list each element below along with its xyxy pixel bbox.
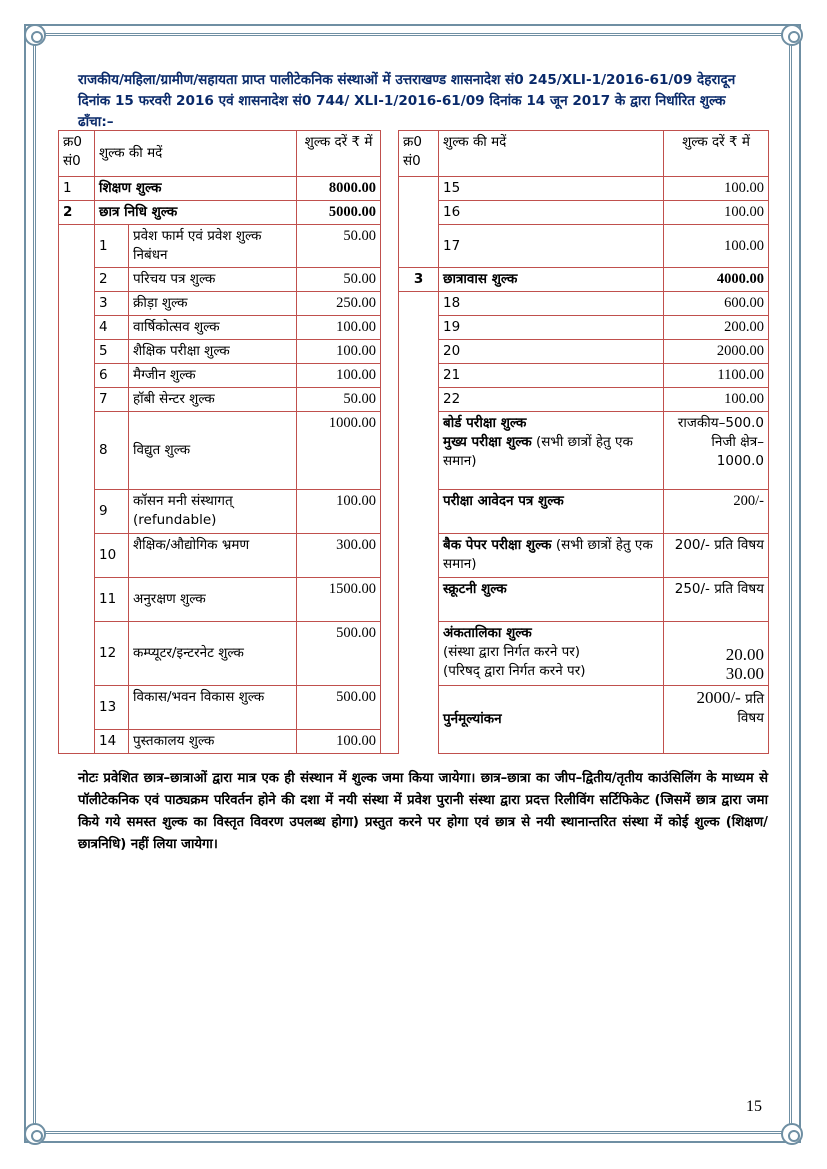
document-heading: राजकीय/महिला/ग्रामीण/सहायता प्राप्त पालीटेकनिक संस्थाओं में उत्तराखण्ड शासनादेश सं0 245/XLI-1/2016-61/09 देहरादून दिनांक 15 फरवरी 2016 एवं शासनादेश सं0 744/ XLI-1/2016-61/09 दिनांक 14 जून 2017 के द्वारा निर्धारित शुल्क ढाँचा:– xyxy=(78,72,736,130)
table-row: 1 शिक्षण शुल्क 8000.00 15 100.00 xyxy=(59,177,769,201)
board-exam-fee-title: बोर्ड परीक्षा शुल्क xyxy=(443,415,527,431)
table-row: 9 कॉसन मनी संस्थागत् (refundable) 100.00 परीक्षा आवेदन पत्र शुल्क 200/- xyxy=(59,490,769,534)
corner-ornament-bottom-right xyxy=(781,1123,803,1145)
table-row: 13 विकास/भवन विकास शुल्क 500.00 पुर्नमूल्यांकन 2000/- प्रति विषय xyxy=(59,686,769,730)
table-row: 10 शैक्षिक/औद्योगिक भ्रमण 300.00 बैक पेपर परीक्षा शुल्क (सभी छात्रों हेतु एक समान) 200/- प्रति विषय xyxy=(59,534,769,578)
header-sno-left: क्र0 सं0 xyxy=(59,131,95,177)
corner-ornament-top-right xyxy=(781,24,803,46)
corner-ornament-bottom-left xyxy=(24,1123,46,1145)
table-row: 6 मैग्जीन शुल्क 100.00 21 1100.00 xyxy=(59,364,769,388)
table-row: 5 शैक्षिक परीक्षा शुल्क 100.00 20 2000.00 xyxy=(59,340,769,364)
table-row: 14 पुस्तकालय शुल्क 100.00 xyxy=(59,730,769,754)
note-paragraph: नोटः प्रवेशित छात्र–छात्राओं द्वारा मात्र एक ही संस्थान में शुल्क जमा किया जायेगा। छात्र–छात्रा का जीप–द्वितीय/तृतीय काउंसिलिंग के माध्यम से पॉलीटेकनिक एवं पाठ्यक्रम परिवर्तन होने की दशा में नयी संस्था में प्रवेश पुरानी संस्था द्वारा प्रदत्त रिलीविंग सर्टिफिकेट (जिसमें छात्र द्वारा जमा किये गये समस्त शुल्क का विस्तृत विवरण उपलब्ध होगा) प्रस्तुत करने पर होगा एवं छात्र से नयी स्थानान्तरित संस्था में कोई शुल्क (शिक्षण/छात्रनिधि) नहीं लिया जायेगा। xyxy=(78,771,768,852)
table-row: 4 वार्षिकोत्सव शुल्क 100.00 19 200.00 xyxy=(59,316,769,340)
table-header-row xyxy=(59,131,769,177)
table-row: 3 क्रीड़ा शुल्क 250.00 18 600.00 xyxy=(59,292,769,316)
table-row: 2 परिचय पत्र शुल्क 50.00 3 छात्रावास शुल्क 4000.00 xyxy=(59,268,769,292)
page-number: 15 xyxy=(746,1098,762,1115)
table-row: 11 अनुरक्षण शुल्क 1500.00 स्क्रूटनी शुल्क 250/- प्रति विषय xyxy=(59,578,769,622)
table-row: 12 कम्प्यूटर/इन्टरनेट शुल्क 500.00 अंकतालिका शुल्क (संस्था द्वारा निर्गत करने पर) (परिषद् द्वारा निर्गत करने पर) 20.00 30.00 xyxy=(59,622,769,686)
table-row: 7 हॉबी सेन्टर शुल्क 50.00 22 100.00 xyxy=(59,388,769,412)
header-sno-right: क्र0 सं0 xyxy=(399,131,439,177)
header-rate-left: शुल्क दरें ₹ में xyxy=(297,131,381,177)
fee-structure-table xyxy=(58,130,769,754)
table-row: 1 प्रवेश फार्म एवं प्रवेश शुल्क निबंधन 50.00 17 100.00 xyxy=(59,225,769,268)
header-item-left: शुल्क की मदें xyxy=(95,131,297,177)
table-row: 2 छात्र निधि शुल्क 5000.00 16 100.00 xyxy=(59,201,769,225)
corner-ornament-top-left xyxy=(24,24,46,46)
header-item-right: शुल्क की मदें xyxy=(439,131,664,177)
table-row: 8 विद्युत शुल्क 1000.00 बोर्ड परीक्षा शुल्क मुख्य परीक्षा शुल्क (सभी छात्रों हेतु एक समान) राजकीय–500.0 निजी क्षेत्र–1000.0 xyxy=(59,412,769,490)
header-rate-right: शुल्क दरें ₹ में xyxy=(664,131,769,177)
